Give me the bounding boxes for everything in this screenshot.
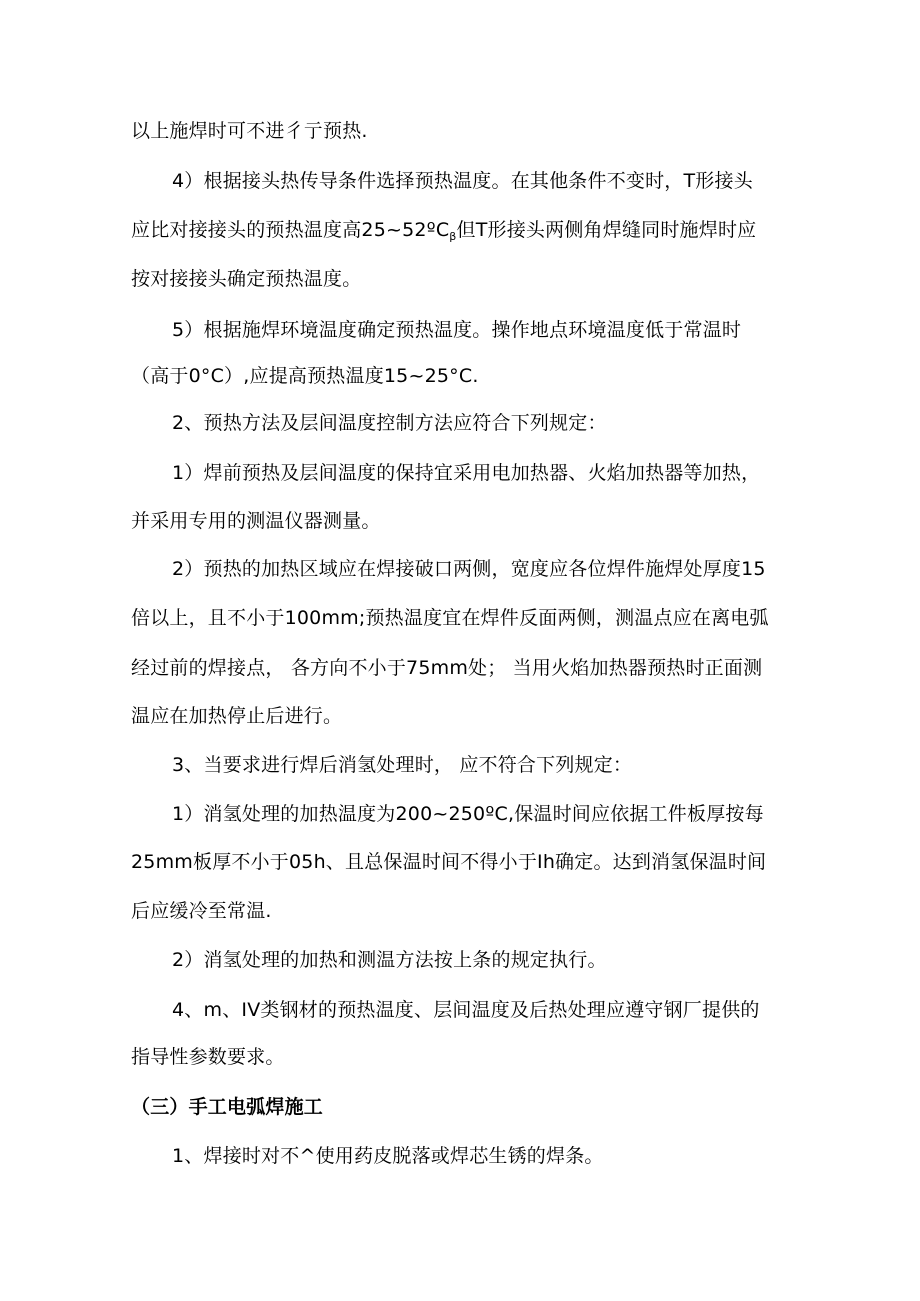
text-segment: 但T形接头两侧角焊缝同时施焊时应 — [456, 219, 757, 241]
section-heading: （三）手工电弧焊施工 — [131, 1096, 324, 1118]
paragraph-first-line: 4）根据接头热传导条件选择预热温度。在其他条件不变时，T形接头 — [172, 170, 753, 192]
paragraph-first-line: 3、当要求进行焊后消氢处理时， 应不符合下列规定： — [172, 754, 633, 776]
paragraph-first-line: 1）消氢处理的加热温度为200~250ºC,保温时间应依据工件板厚按每 — [172, 803, 764, 825]
paragraph-first-line: 1、焊接时对不^使用药皮脱落或焊芯生锈的焊条。 — [172, 1145, 604, 1167]
text-line: 并采用专用的测温仪器测量。 — [131, 510, 381, 532]
text-line: 以上施焊时可不进彳亍预热. — [131, 120, 368, 142]
text-segment: 应比对接接头的预热温度高25~52ºC — [131, 219, 450, 241]
paragraph-first-line: 4、m、IV类钢材的预热温度、层间温度及后热处理应遵守钢厂提供的 — [172, 999, 760, 1021]
text-line — [131, 216, 756, 251]
subscript-text: β — [449, 230, 457, 243]
paragraph-first-line: 1）焊前预热及层间温度的保持宜采用电加热器、火焰加热器等加热， — [172, 462, 761, 484]
text-line: 指导性参数要求。 — [131, 1046, 285, 1068]
paragraph-first-line: 2、预热方法及层间温度控制方法应符合下列规定： — [172, 412, 607, 434]
text-line: 经过前的焊接点， 各方向不小于75mm处； 当用火焰加热器预热时正面测 — [131, 657, 763, 679]
text-line: 温应在加热停止后进行。 — [131, 705, 343, 727]
text-line: 按对接接头确定预热温度。 — [131, 268, 362, 290]
text-line: （高于0°C）,应提高预热温度15~25°C. — [131, 365, 479, 387]
text-line: 后应缓冷至常温. — [131, 900, 272, 922]
text-line: 25mm板厚不小于05h、且总保温时间不得小于Ih确定。达到消氢保温时间 — [131, 851, 767, 873]
paragraph-first-line: 2）消氢处理的加热和测温方法按上条的规定执行。 — [172, 949, 607, 971]
paragraph-first-line: 2）预热的加热区域应在焊接破口两侧，宽度应各位焊件施焊处厚度15 — [172, 558, 766, 580]
text-line: 倍以上，且不小于100mm;预热温度宜在焊件反面两侧，测温点应在离电弧 — [131, 607, 769, 629]
paragraph-first-line: 5）根据施焊环境温度确定预热温度。操作地点环境温度低于常温时 — [172, 319, 742, 341]
